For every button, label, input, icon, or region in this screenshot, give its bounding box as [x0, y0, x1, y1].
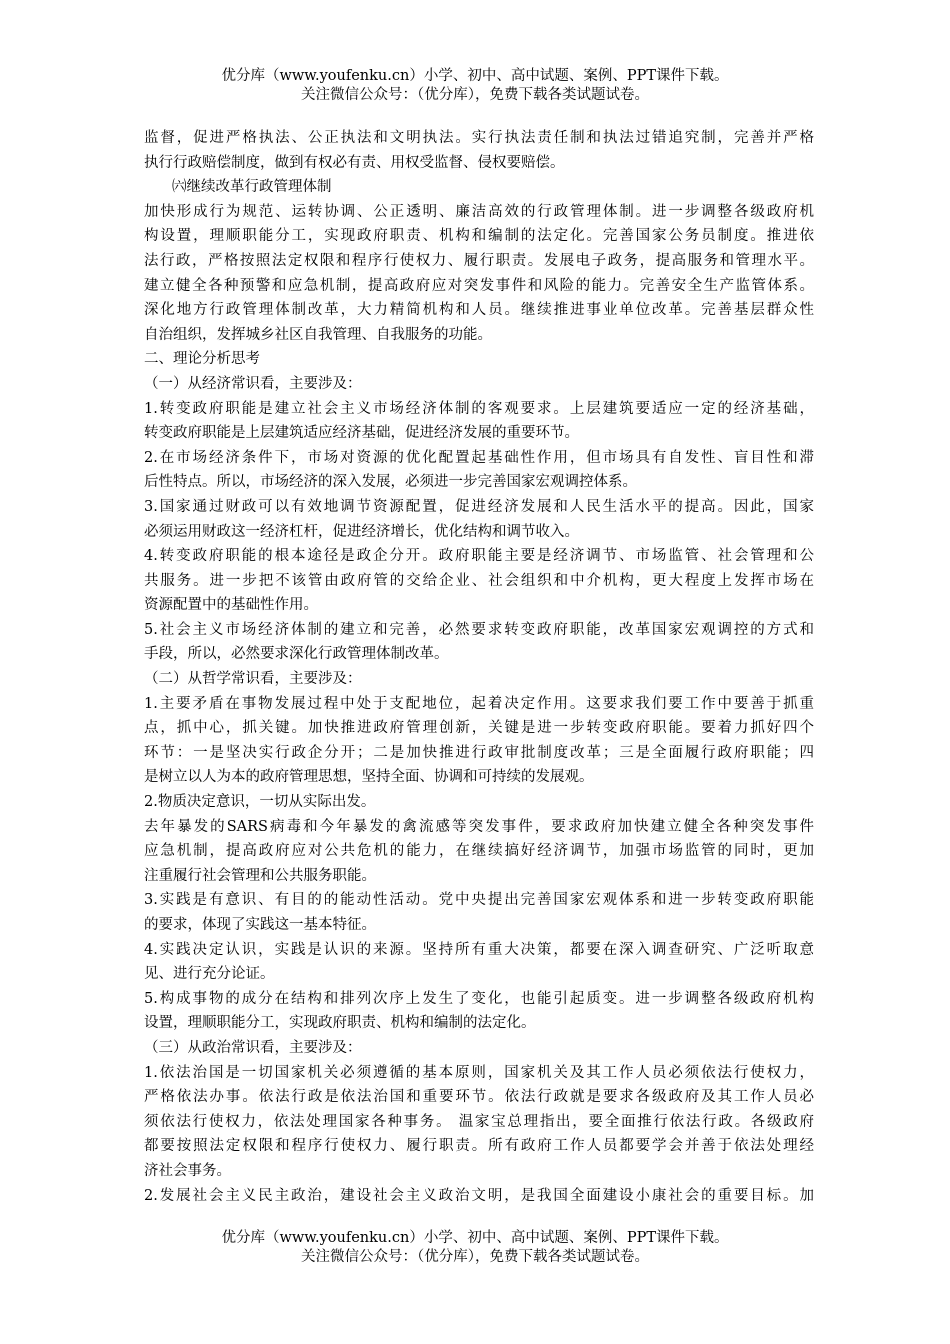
text-line: （一）从经济常识看，主要涉及： — [144, 375, 362, 392]
text-line: 2.发展社会主义民主政治，建设社会主义政治文明，是我国全面建设小康社会的重要目标。加 — [144, 1187, 814, 1204]
text-line: 是树立以人为本的政府管理思想，坚持全面、协调和可持续的发展观。 — [144, 769, 594, 786]
text-line: 应急机制，提高政府应对公共危机的能力，在继续搞好经济调节，加强市场监管的同时，更加 — [144, 843, 814, 860]
text-line: 点，抓中心，抓关键。加快推进政府管理创新，关键是进一步转变政府职能。要着力抓好四个 — [144, 720, 814, 737]
text-line: 1.依法治国是一切国家机关必须遵循的基本原则，国家机关及其工作人员必须依法行使权力， — [144, 1064, 814, 1081]
text-line: 去年暴发的SARS病毒和今年暴发的禽流感等突发事件，要求政府加快建立健全各种突发事件 — [144, 818, 814, 835]
text-line: 后性特点。所以，市场经济的深入发展，必须进一步完善国家宏观调控体系。 — [144, 474, 637, 491]
page-header — [0, 67, 950, 105]
text-line: 法行政，严格按照法定权限和程序行使权力、履行职责。发展电子政务，提高服务和管理水平。 — [144, 252, 814, 269]
text-line: 环节：一是坚决实行政企分开；二是加快推进行政审批制度改革；三是全面履行政府职能；四 — [144, 744, 814, 761]
text-line: 须依法行使权力，依法处理国家各种事务。 温家宝总理指出，要全面推行依法行政。各级政府 — [144, 1113, 814, 1130]
body-text — [144, 126, 814, 1208]
text-line: 监督，促进严格执法、公正执法和文明执法。实行执法责任制和执法过错追究制，完善并严格 — [144, 130, 814, 146]
text-line: 3.国家通过财政可以有效地调节资源配置，促进经济发展和人民生活水平的提高。因此，国家 — [144, 498, 814, 515]
text-line: 5.构成事物的成分在结构和排列次序上发生了变化，也能引起质变。进一步调整各级政府机构 — [144, 990, 814, 1007]
text-line: 设置，理顺职能分工，实现政府职责、机构和编制的法定化。 — [144, 1015, 536, 1032]
text-line: 注重履行社会管理和公共服务职能。 — [144, 867, 376, 884]
text-line: 的要求，体现了实践这一基本特征。 — [144, 917, 376, 933]
footer-line-2: 关注微信公众号：（优分库），免费下载各类试题试卷。 — [301, 1249, 649, 1265]
text-line: 共服务。进一步把不该管由政府管的交给企业、社会组织和中介机构，更大程度上发挥市场在 — [144, 572, 814, 589]
header-line-1: 优分库（www.youfenku.cn）小学、初中、高中试题、案例、PPT课件下载。 — [221, 68, 729, 84]
text-line: 自治组织，发挥城乡社区自我管理、自我服务的功能。 — [144, 326, 492, 343]
text-line: 2.物质决定意识，一切从实际出发。 — [144, 794, 376, 811]
text-line: 深化地方行政管理体制改革，大力精简机构和人员。继续推进事业单位改革。完善基层群众性 — [144, 302, 814, 319]
text-line: 手段，所以，必然要求深化行政管理体制改革。 — [144, 646, 449, 663]
page-footer — [0, 1229, 950, 1267]
text-line: 1.主要矛盾在事物发展过程中处于支配地位，起着决定作用。这要求我们要工作中要善于抓重 — [144, 695, 814, 712]
text-line: 2.在市场经济条件下，市场对资源的优化配置起基础性作用，但市场具有自发性、盲目性和滞 — [144, 449, 814, 466]
text-line: 1.转变政府职能是建立社会主义市场经济体制的客观要求。上层建筑要适应一定的经济基础， — [144, 400, 814, 417]
text-line: 4.转变政府职能的根本途径是政企分开。政府职能主要是经济调节、市场监管、社会管理和公 — [144, 548, 814, 565]
text-line: 加快形成行为规范、运转协调、公正透明、廉洁高效的行政管理体制。进一步调整各级政府机 — [144, 203, 814, 220]
text-line: 5.社会主义市场经济体制的建立和完善，必然要求转变政府职能，改革国家宏观调控的方式和 — [144, 621, 814, 638]
text-line: 转变政府职能是上层建筑适应经济基础，促进经济发展的重要环节。 — [144, 425, 579, 442]
text-line: 资源配置中的基础性作用。 — [144, 597, 318, 614]
text-line: （二）从哲学常识看，主要涉及： — [144, 671, 362, 688]
text-line: （三）从政治常识看，主要涉及： — [144, 1039, 362, 1056]
text-line: 见、进行充分论证。 — [144, 966, 275, 983]
text-line: 二、理论分析思考 — [144, 351, 260, 368]
header-line-2: 关注微信公众号：（优分库），免费下载各类试题试卷。 — [301, 87, 649, 103]
text-line: 执行行政赔偿制度，做到有权必有责、用权受监督、侵权要赔偿。 — [144, 154, 565, 171]
text-line: 必须运用财政这一经济杠杆，促进经济增长，优化结构和调节收入。 — [144, 523, 579, 540]
text-line: 严格依法办事。依法行政是依法治国和重要环节。依法行政就是要求各级政府及其工作人员必 — [144, 1089, 814, 1106]
text-line: ㈥继续改革行政管理体制 — [172, 179, 332, 196]
text-line: 都要按照法定权限和程序行使权力、履行职责。所有政府工作人员都要学会并善于依法处理经 — [144, 1138, 814, 1155]
text-line: 建立健全各种预警和应急机制，提高政府应对突发事件和风险的能力。完善安全生产监管体系。 — [144, 277, 814, 294]
footer-line-1: 优分库（www.youfenku.cn）小学、初中、高中试题、案例、PPT课件下载。 — [221, 1230, 729, 1246]
text-line: 4.实践决定认识，实践是认识的来源。坚持所有重大决策，都要在深入调查研究、广泛听取意 — [144, 941, 814, 958]
text-line: 构设置，理顺职能分工，实现政府职责、机构和编制的法定化。完善国家公务员制度。推进依 — [144, 228, 814, 245]
text-line: 3.实践是有意识、有目的的能动性活动。党中央提出完善国家宏观体系和进一步转变政府职能 — [144, 892, 814, 909]
text-line: 济社会事务。 — [144, 1162, 231, 1179]
